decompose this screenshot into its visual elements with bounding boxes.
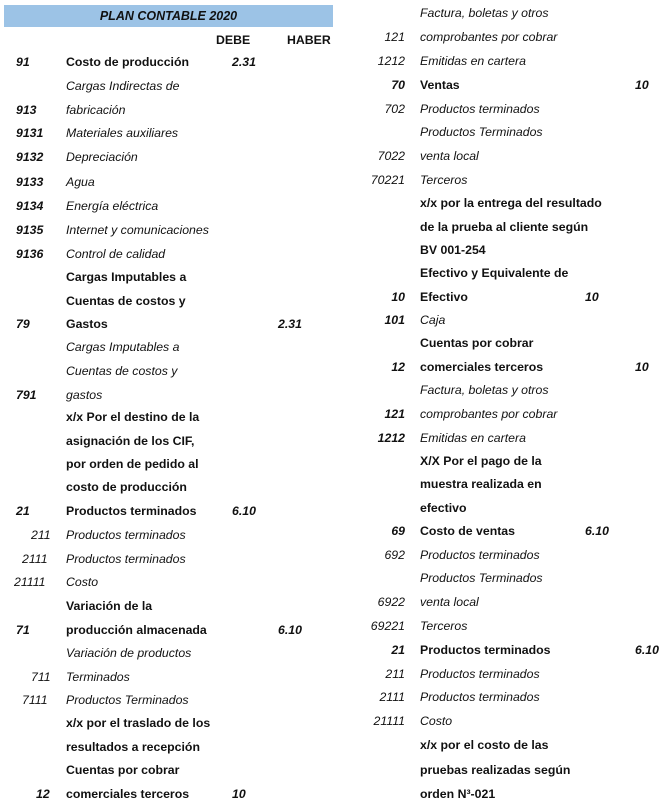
account-description: Control de calidad bbox=[66, 247, 166, 261]
ledger-row bbox=[0, 338, 335, 356]
ledger-row bbox=[335, 381, 670, 399]
ledger-row bbox=[0, 738, 335, 756]
account-description: Cargas Indirectas de bbox=[66, 79, 180, 93]
account-description: por orden de pedido al bbox=[66, 457, 199, 471]
ledger-row bbox=[335, 712, 670, 730]
account-code: 121 bbox=[384, 30, 405, 44]
page-title: PLAN CONTABLE 2020 bbox=[4, 5, 333, 27]
account-description: Productos Terminados bbox=[420, 125, 543, 139]
haber-amount: 6.10 bbox=[278, 623, 302, 637]
account-code: 21111 bbox=[373, 714, 405, 728]
account-description: pruebas realizadas según bbox=[420, 763, 571, 777]
account-code: 69 bbox=[391, 524, 405, 538]
account-code: 2111 bbox=[379, 690, 405, 704]
ledger-row bbox=[335, 28, 670, 46]
ledger-row bbox=[0, 550, 335, 568]
account-code: 6922 bbox=[377, 595, 405, 609]
account-description: venta local bbox=[420, 149, 479, 163]
ledger-row bbox=[0, 77, 335, 95]
ledger-row bbox=[0, 315, 335, 333]
account-code: 10 bbox=[391, 290, 405, 304]
account-description: Ventas bbox=[420, 78, 460, 92]
account-description: de la prueba al cliente según bbox=[420, 220, 589, 234]
account-code: 91 bbox=[16, 55, 30, 69]
account-description: Factura, boletas y otros bbox=[420, 6, 549, 20]
account-code: 711 bbox=[31, 670, 51, 684]
ledger-row bbox=[0, 268, 335, 286]
account-code: 9133 bbox=[16, 175, 44, 189]
account-code: 71 bbox=[16, 623, 30, 637]
debe-amount: 6.10 bbox=[232, 504, 256, 518]
account-code: 70221 bbox=[370, 173, 405, 187]
ledger-row bbox=[335, 288, 670, 306]
ledger-row bbox=[335, 334, 670, 352]
ledger-row bbox=[335, 688, 670, 706]
ledger-row bbox=[335, 241, 670, 259]
account-description: x/x Por el destino de la bbox=[66, 410, 200, 424]
account-code: 21 bbox=[391, 643, 405, 657]
account-description: resultados a recepción bbox=[66, 740, 200, 754]
account-code: 791 bbox=[16, 388, 37, 402]
haber-amount: 10 bbox=[635, 360, 649, 374]
ledger-row bbox=[335, 405, 670, 423]
ledger-row bbox=[0, 502, 335, 520]
account-description: Productos terminados bbox=[66, 528, 186, 542]
account-code: 69221 bbox=[370, 619, 405, 633]
account-description: Internet y comunicaciones bbox=[66, 223, 209, 237]
ledger-row bbox=[0, 455, 335, 473]
ledger-row bbox=[0, 432, 335, 450]
ledger-row bbox=[335, 736, 670, 754]
account-description: Depreciación bbox=[66, 150, 138, 164]
account-description: Productos terminados bbox=[420, 548, 540, 562]
ledger-row bbox=[335, 761, 670, 779]
ledger-row bbox=[0, 691, 335, 709]
ledger-row bbox=[335, 593, 670, 611]
ledger-row bbox=[335, 76, 670, 94]
account-description: Terminados bbox=[66, 670, 130, 684]
account-code: 79 bbox=[16, 317, 30, 331]
account-description: Costo de ventas bbox=[420, 524, 515, 538]
account-description: orden N³-021 bbox=[420, 787, 496, 801]
account-description: Variación de la bbox=[66, 599, 153, 613]
ledger-row bbox=[0, 668, 335, 686]
account-code: 702 bbox=[384, 102, 405, 116]
account-code: 211 bbox=[385, 667, 405, 681]
debe-amount: 10 bbox=[585, 290, 599, 304]
ledger-row bbox=[0, 148, 335, 166]
account-code: 9131 bbox=[16, 126, 44, 140]
account-description: asignación de los CIF, bbox=[66, 434, 195, 448]
ledger-row bbox=[0, 644, 335, 662]
ledger-row bbox=[335, 123, 670, 141]
account-code: 1212 bbox=[377, 54, 405, 68]
debe-amount: 10 bbox=[232, 787, 246, 801]
account-description: comerciales terceros bbox=[420, 360, 544, 374]
account-description: Cuentas de costos y bbox=[66, 364, 178, 378]
haber-header: HABER bbox=[287, 33, 331, 47]
haber-amount: 10 bbox=[635, 78, 649, 92]
account-description: Factura, boletas y otros bbox=[420, 383, 549, 397]
account-description: muestra realizada en bbox=[420, 477, 542, 491]
account-code: 9135 bbox=[16, 223, 44, 237]
ledger-row bbox=[335, 264, 670, 282]
ledger-row bbox=[0, 53, 335, 71]
account-description: x/x por la entrega del resultado bbox=[420, 196, 602, 210]
account-code: 7022 bbox=[377, 149, 405, 163]
debe-amount: 2.31 bbox=[232, 55, 256, 69]
ledger-row bbox=[0, 221, 335, 239]
ledger-row bbox=[335, 194, 670, 212]
ledger-row bbox=[335, 499, 670, 517]
account-code: 12 bbox=[391, 360, 405, 374]
account-description: Terceros bbox=[420, 619, 468, 633]
account-description: Cuentas por cobrar bbox=[66, 763, 180, 777]
account-description: Variación de productos bbox=[66, 646, 192, 660]
ledger-row bbox=[335, 569, 670, 587]
account-description: Cuentas por cobrar bbox=[420, 336, 534, 350]
ledger-row bbox=[0, 597, 335, 615]
account-description: Productos terminados bbox=[420, 102, 540, 116]
ledger-row bbox=[0, 478, 335, 496]
account-code: 2111 bbox=[22, 552, 48, 566]
haber-amount: 2.31 bbox=[278, 317, 302, 331]
account-description: venta local bbox=[420, 595, 479, 609]
account-description: x/x por el costo de las bbox=[420, 738, 549, 752]
ledger-row bbox=[335, 546, 670, 564]
account-code: 70 bbox=[391, 78, 405, 92]
account-description: costo de producción bbox=[66, 480, 187, 494]
account-description: gastos bbox=[66, 388, 103, 402]
account-description: comprobantes por cobrar bbox=[420, 407, 558, 421]
account-description: Cargas Imputables a bbox=[66, 270, 187, 284]
account-description: Efectivo bbox=[420, 290, 468, 304]
ledger-row bbox=[335, 617, 670, 635]
ledger-row bbox=[335, 218, 670, 236]
account-description: X/X Por el pago de la bbox=[420, 454, 542, 468]
ledger-row bbox=[0, 526, 335, 544]
account-code: 9132 bbox=[16, 150, 44, 164]
ledger-row bbox=[0, 197, 335, 215]
ledger-row bbox=[0, 124, 335, 142]
ledger-row bbox=[0, 362, 335, 380]
ledger-row bbox=[335, 171, 670, 189]
haber-amount: 6.10 bbox=[635, 643, 659, 657]
account-description: Agua bbox=[66, 175, 95, 189]
ledger-row bbox=[0, 101, 335, 119]
account-code: 121 bbox=[384, 407, 405, 421]
ledger-row bbox=[335, 52, 670, 70]
ledger-row bbox=[0, 785, 335, 803]
debe-amount: 6.10 bbox=[585, 524, 609, 538]
account-description: Materiales auxiliares bbox=[66, 126, 179, 140]
ledger-row bbox=[335, 311, 670, 329]
ledger-row bbox=[0, 714, 335, 732]
account-description: Energía eléctrica bbox=[66, 199, 159, 213]
ledger-row bbox=[0, 761, 335, 779]
ledger-row bbox=[0, 621, 335, 639]
account-description: Costo de producción bbox=[66, 55, 189, 69]
account-description: Productos terminados bbox=[66, 552, 186, 566]
account-description: comerciales terceros bbox=[66, 787, 190, 801]
account-description: Efectivo y Equivalente de bbox=[420, 266, 569, 280]
account-code: 913 bbox=[16, 103, 37, 117]
account-description: fabricación bbox=[66, 103, 126, 117]
account-code: 101 bbox=[384, 313, 405, 327]
ledger-row bbox=[0, 292, 335, 310]
account-description: producción almacenada bbox=[66, 623, 207, 637]
account-code: 7111 bbox=[22, 693, 48, 707]
ledger-row bbox=[335, 522, 670, 540]
ledger-row bbox=[0, 408, 335, 426]
account-code: 21111 bbox=[14, 575, 46, 589]
account-description: Costo bbox=[420, 714, 453, 728]
debe-header: DEBE bbox=[216, 33, 251, 47]
account-description: Productos Terminados bbox=[420, 571, 543, 585]
ledger-row bbox=[335, 100, 670, 118]
account-description: Emitidas en cartera bbox=[420, 431, 526, 445]
account-description: Productos terminados bbox=[66, 504, 197, 518]
ledger-row bbox=[0, 245, 335, 263]
account-code: 9136 bbox=[16, 247, 44, 261]
ledger-row bbox=[335, 475, 670, 493]
account-code: 12 bbox=[36, 787, 50, 801]
ledger-row bbox=[0, 573, 335, 591]
account-description: Costo bbox=[66, 575, 99, 589]
ledger-row bbox=[335, 641, 670, 659]
account-description: Caja bbox=[420, 313, 446, 327]
account-code: 211 bbox=[31, 528, 51, 542]
ledger-row bbox=[0, 173, 335, 191]
account-code: 1212 bbox=[377, 431, 405, 445]
account-description: Emitidas en cartera bbox=[420, 54, 526, 68]
account-description: Productos Terminados bbox=[66, 693, 189, 707]
account-description: Cuentas de costos y bbox=[66, 294, 186, 308]
account-description: BV 001-254 bbox=[420, 243, 486, 257]
ledger-row bbox=[335, 147, 670, 165]
account-code: 21 bbox=[16, 504, 30, 518]
ledger-row bbox=[335, 452, 670, 470]
account-description: Productos terminados bbox=[420, 690, 540, 704]
account-code: 9134 bbox=[16, 199, 44, 213]
ledger-row bbox=[335, 358, 670, 376]
ledger-row bbox=[335, 429, 670, 447]
account-description: comprobantes por cobrar bbox=[420, 30, 558, 44]
account-description: Cargas Imputables a bbox=[66, 340, 180, 354]
ledger-row bbox=[335, 665, 670, 683]
account-description: x/x por el traslado de los bbox=[66, 716, 211, 730]
account-description: Gastos bbox=[66, 317, 108, 331]
account-description: efectivo bbox=[420, 501, 467, 515]
account-description: Productos terminados bbox=[420, 643, 551, 657]
ledger-row bbox=[335, 785, 670, 803]
account-description: Terceros bbox=[420, 173, 468, 187]
account-description: Productos terminados bbox=[420, 667, 540, 681]
ledger-row bbox=[0, 386, 335, 404]
account-code: 692 bbox=[384, 548, 405, 562]
ledger-row bbox=[335, 4, 670, 22]
